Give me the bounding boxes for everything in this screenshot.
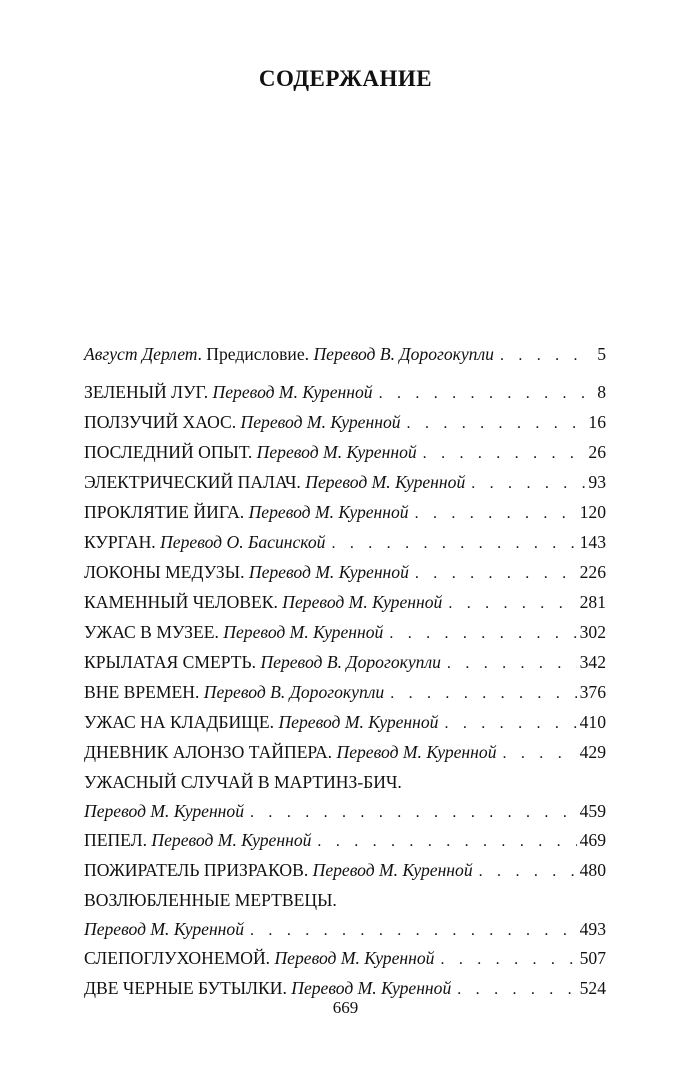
toc-title: ПРОКЛЯТИЕ ЙИГА. [84,502,249,522]
toc-title: ПОЖИРАТЕЛЬ ПРИЗРАКОВ. [84,860,313,880]
toc-translator: Перевод М. Куренной [278,712,439,732]
toc-title: ПОЛЗУЧИЙ ХАОС. [84,412,241,432]
dot-leader [389,619,576,649]
dot-leader [250,917,577,945]
toc-title: ПОСЛЕДНИЙ ОПЫТ. [84,442,257,462]
toc-title: УЖАС В МУЗЕЕ. [84,622,224,642]
toc-title: СЛЕПОГЛУХОНЕМОЙ. [84,948,275,968]
toc-translator: Перевод М. Куренной [256,442,417,462]
toc-title: ПЕПЕЛ. [84,830,152,850]
toc-page: 493 [579,919,606,939]
toc-translator: Перевод М. Куренной [274,948,435,968]
toc-translator: Перевод М. Куренной [84,801,245,821]
toc-entry[interactable] [84,407,606,437]
toc-title: КРЫЛАТАЯ СМЕРТЬ. [84,652,261,672]
toc-translator: Перевод М. Куренной [223,622,384,642]
dot-leader [423,439,586,469]
toc-title: УЖАС НА КЛАДБИЩЕ. [84,712,279,732]
toc-translator: Перевод М. Куренной [84,919,245,939]
toc-page: 376 [579,682,606,702]
toc-title: ЗЕЛЕНЫЙ ЛУГ. [84,382,213,402]
toc-entry[interactable] [84,437,606,467]
toc-entry[interactable] [84,377,606,407]
toc-entry-beloved-dead[interactable] [84,885,606,943]
dot-leader [379,379,593,409]
dot-leader [317,827,576,857]
toc-entry-martins-beach[interactable] [84,767,606,825]
dot-leader [415,559,577,589]
toc-translator: Перевод М. Куренной [151,830,312,850]
toc-title: УЖАСНЫЙ СЛУЧАЙ В МАРТИНЗ-БИЧ. [84,772,402,792]
toc-title: КУРГАН. [84,532,161,552]
toc-entry[interactable] [84,855,606,885]
dot-leader [331,529,576,559]
page-title: СОДЕРЖАНИЕ [258,66,433,91]
toc-title: КАМЕННЫЙ ЧЕЛОВЕК. [84,592,283,612]
toc-entry[interactable] [84,497,606,527]
toc-author: Август Дерлет [84,344,198,364]
toc-translator: Перевод О. Басинской [160,532,326,552]
toc-entry[interactable] [84,825,606,855]
toc-title: ДНЕВНИК АЛОНЗО ТАЙПЕРА. [84,742,337,762]
toc-page: 410 [579,712,606,732]
toc-title: ЭЛЕКТРИЧЕСКИЙ ПАЛАЧ. [84,472,306,492]
dot-leader [390,679,576,709]
toc-page: 281 [579,592,606,612]
dot-leader [500,341,593,371]
toc-page: 143 [579,532,606,552]
page-number: 669 [332,998,359,1017]
toc-translator: Перевод М. Куренной [336,742,497,762]
toc-translator: Перевод М. Куренной [248,562,409,582]
dot-leader [479,857,577,887]
toc-page: 459 [579,801,606,821]
table-of-contents [84,339,606,1003]
toc-entry[interactable] [84,737,606,767]
toc-entry[interactable] [84,677,606,707]
toc-page: 507 [579,948,606,968]
toc-entry[interactable] [84,647,606,677]
toc-title: ЛОКОНЫ МЕДУЗЫ. [84,562,249,582]
toc-translator: Перевод М. Куренной [291,978,452,998]
toc-translator: Перевод М. Куренной [312,860,473,880]
toc-entry[interactable] [84,527,606,557]
toc-translator: Перевод М. Куренной [305,472,466,492]
toc-translator: Перевод М. Куренной [248,502,409,522]
toc-entry[interactable] [84,467,606,497]
toc-page: 226 [579,562,606,582]
toc-entry[interactable] [84,707,606,737]
toc-page: 8 [597,382,606,402]
toc-page: 480 [579,860,606,880]
toc-title: . Предисловие. [197,344,314,364]
toc-translator: Перевод М. Куренной [212,382,373,402]
toc-page: 93 [588,472,606,492]
toc-page: 524 [579,978,606,998]
toc-entry-preface[interactable] [84,339,606,369]
toc-title: ДВЕ ЧЕРНЫЕ БУТЫЛКИ. [84,978,292,998]
toc-translator: Перевод В. Дорогокупли [260,652,441,672]
toc-page: 26 [588,442,606,462]
toc-page: 469 [579,830,606,850]
toc-translator: Перевод М. Куренной [240,412,401,432]
toc-page: 429 [579,742,606,762]
dot-leader [407,409,586,439]
dot-leader [444,709,576,739]
dot-leader [471,469,585,499]
toc-entry[interactable] [84,587,606,617]
toc-entry[interactable] [84,617,606,647]
toc-translator: Перевод М. Куренной [282,592,443,612]
toc-page: 120 [579,502,606,522]
toc-page: 16 [588,412,606,432]
dot-leader [415,499,577,529]
toc-page: 5 [597,344,606,364]
toc-translator: Перевод В. Дорогокупли [313,344,494,364]
toc-translator: Перевод В. Дорогокупли [203,682,385,702]
toc-entry[interactable] [84,943,606,973]
toc-entry[interactable] [84,557,606,587]
toc-page: 342 [579,652,606,672]
dot-leader [447,649,577,679]
dot-leader [448,589,576,619]
dot-leader [503,739,577,769]
dot-leader [250,799,577,827]
toc-page: 302 [579,622,606,642]
toc-title: ВОЗЛЮБЛЕННЫЕ МЕРТВЕЦЫ. [84,890,337,910]
dot-leader [440,945,576,975]
toc-title: ВНЕ ВРЕМЕН. [84,682,204,702]
